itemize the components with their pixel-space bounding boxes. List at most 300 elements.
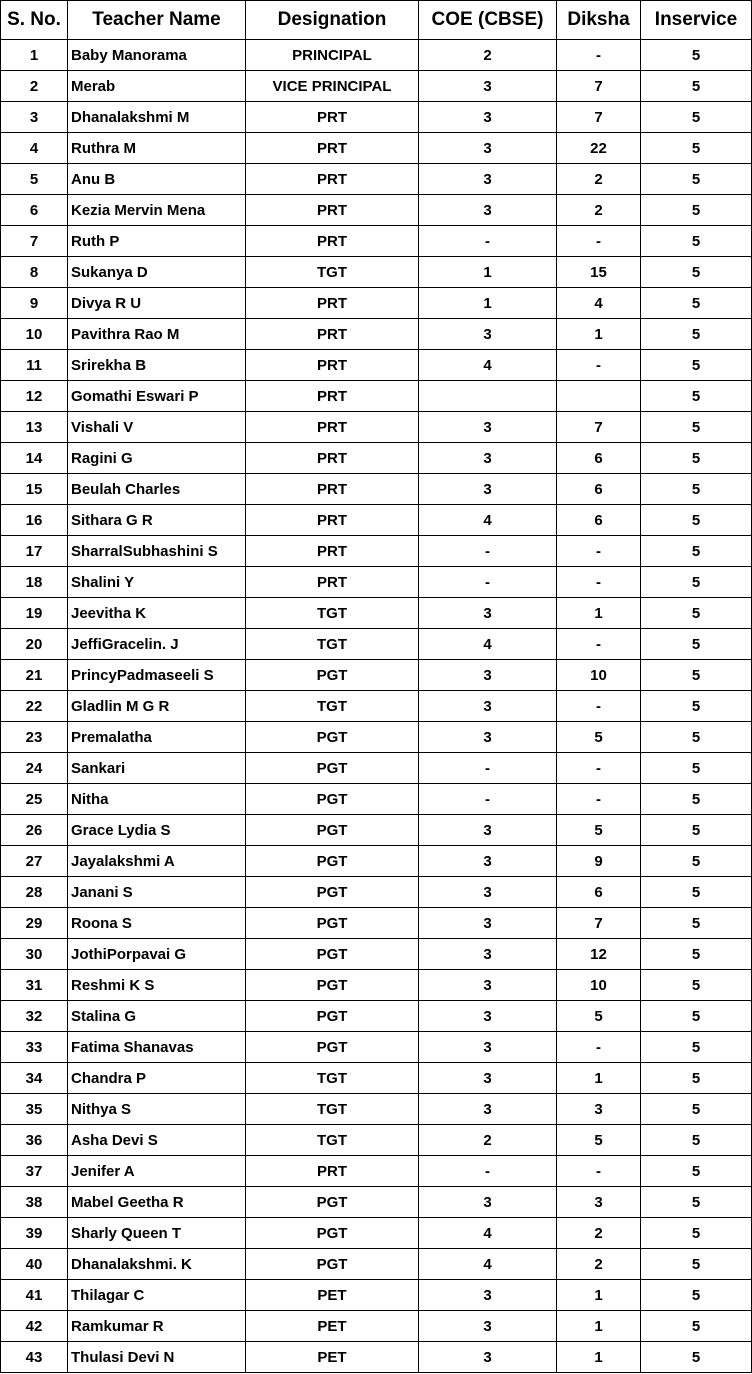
diksha-cell: - <box>557 1032 641 1063</box>
serial-number-cell: 25 <box>1 784 68 815</box>
diksha-cell: 5 <box>557 1125 641 1156</box>
designation-cell: PRT <box>246 567 419 598</box>
diksha-cell: 4 <box>557 288 641 319</box>
serial-number-cell: 8 <box>1 257 68 288</box>
teacher-name-cell: Pavithra Rao M <box>68 319 246 350</box>
designation-cell: PGT <box>246 877 419 908</box>
teacher-name-cell: Janani S <box>68 877 246 908</box>
coe-cbse-cell: - <box>419 784 557 815</box>
inservice-cell: 5 <box>641 1063 752 1094</box>
coe-cbse-cell: 1 <box>419 288 557 319</box>
teacher-name-cell: Gladlin M G R <box>68 691 246 722</box>
table-row <box>1 753 752 784</box>
table-body <box>1 40 752 1373</box>
coe-cbse-cell: 3 <box>419 939 557 970</box>
inservice-cell: 5 <box>641 536 752 567</box>
teacher-name-cell: Shalini Y <box>68 567 246 598</box>
diksha-cell: 15 <box>557 257 641 288</box>
table-row <box>1 40 752 71</box>
teacher-name-cell: Merab <box>68 71 246 102</box>
table-row <box>1 1249 752 1280</box>
diksha-cell: 10 <box>557 970 641 1001</box>
inservice-cell: 5 <box>641 71 752 102</box>
diksha-cell: 7 <box>557 102 641 133</box>
inservice-cell: 5 <box>641 1342 752 1373</box>
inservice-cell: 5 <box>641 567 752 598</box>
inservice-cell: 5 <box>641 381 752 412</box>
teacher-name-cell: PrincyPadmaseeli S <box>68 660 246 691</box>
table-row <box>1 691 752 722</box>
inservice-cell: 5 <box>641 598 752 629</box>
coe-cbse-cell: 3 <box>419 1187 557 1218</box>
teacher-name-cell: Beulah Charles <box>68 474 246 505</box>
diksha-cell: - <box>557 753 641 784</box>
diksha-cell: - <box>557 567 641 598</box>
serial-number-cell: 12 <box>1 381 68 412</box>
diksha-cell: - <box>557 691 641 722</box>
serial-number-cell: 7 <box>1 226 68 257</box>
designation-cell: TGT <box>246 691 419 722</box>
teacher-name-cell: Baby Manorama <box>68 40 246 71</box>
serial-number-cell: 33 <box>1 1032 68 1063</box>
table-row <box>1 1311 752 1342</box>
designation-cell: PET <box>246 1280 419 1311</box>
coe-cbse-cell: 3 <box>419 319 557 350</box>
teacher-name-cell: Thulasi Devi N <box>68 1342 246 1373</box>
table-row <box>1 722 752 753</box>
inservice-cell: 5 <box>641 226 752 257</box>
table-row <box>1 195 752 226</box>
teacher-name-cell: Premalatha <box>68 722 246 753</box>
diksha-cell: 2 <box>557 164 641 195</box>
inservice-cell: 5 <box>641 1125 752 1156</box>
serial-number-cell: 3 <box>1 102 68 133</box>
teacher-name-cell: Ramkumar R <box>68 1311 246 1342</box>
coe-cbse-cell: 3 <box>419 970 557 1001</box>
inservice-cell: 5 <box>641 102 752 133</box>
diksha-cell: - <box>557 226 641 257</box>
serial-number-cell: 23 <box>1 722 68 753</box>
serial-number-cell: 6 <box>1 195 68 226</box>
designation-cell: PET <box>246 1311 419 1342</box>
diksha-cell: - <box>557 350 641 381</box>
inservice-cell: 5 <box>641 40 752 71</box>
header-serial-number: S. No. <box>1 1 68 40</box>
designation-cell: PRT <box>246 505 419 536</box>
diksha-cell: 3 <box>557 1187 641 1218</box>
teacher-name-cell: JothiPorpavai G <box>68 939 246 970</box>
teacher-name-cell: Kezia Mervin Mena <box>68 195 246 226</box>
coe-cbse-cell: 3 <box>419 71 557 102</box>
designation-cell: PRT <box>246 1156 419 1187</box>
table-row <box>1 1280 752 1311</box>
teacher-name-cell: Stalina G <box>68 1001 246 1032</box>
table-row <box>1 846 752 877</box>
serial-number-cell: 9 <box>1 288 68 319</box>
designation-cell: PGT <box>246 1249 419 1280</box>
header-teacher-name: Teacher Name <box>68 1 246 40</box>
serial-number-cell: 37 <box>1 1156 68 1187</box>
diksha-cell: - <box>557 40 641 71</box>
designation-cell: PGT <box>246 1187 419 1218</box>
serial-number-cell: 10 <box>1 319 68 350</box>
serial-number-cell: 13 <box>1 412 68 443</box>
designation-cell: PRT <box>246 443 419 474</box>
designation-cell: TGT <box>246 1063 419 1094</box>
table-row <box>1 1001 752 1032</box>
inservice-cell: 5 <box>641 1156 752 1187</box>
table-row <box>1 1032 752 1063</box>
table-row <box>1 319 752 350</box>
teacher-name-cell: Srirekha B <box>68 350 246 381</box>
serial-number-cell: 14 <box>1 443 68 474</box>
teacher-name-cell: Ruth P <box>68 226 246 257</box>
diksha-cell: - <box>557 784 641 815</box>
diksha-cell: 6 <box>557 474 641 505</box>
diksha-cell: 1 <box>557 1311 641 1342</box>
coe-cbse-cell: 3 <box>419 598 557 629</box>
diksha-cell: 1 <box>557 319 641 350</box>
coe-cbse-cell: 3 <box>419 877 557 908</box>
teacher-name-cell: Ragini G <box>68 443 246 474</box>
coe-cbse-cell: 4 <box>419 629 557 660</box>
serial-number-cell: 11 <box>1 350 68 381</box>
designation-cell: PRT <box>246 474 419 505</box>
designation-cell: PGT <box>246 722 419 753</box>
designation-cell: PRINCIPAL <box>246 40 419 71</box>
serial-number-cell: 32 <box>1 1001 68 1032</box>
table-row <box>1 939 752 970</box>
coe-cbse-cell: 4 <box>419 505 557 536</box>
serial-number-cell: 16 <box>1 505 68 536</box>
diksha-cell: 1 <box>557 1342 641 1373</box>
inservice-cell: 5 <box>641 443 752 474</box>
coe-cbse-cell: 3 <box>419 1280 557 1311</box>
inservice-cell: 5 <box>641 195 752 226</box>
inservice-cell: 5 <box>641 1249 752 1280</box>
coe-cbse-cell: 3 <box>419 691 557 722</box>
teacher-name-cell: Jenifer A <box>68 1156 246 1187</box>
coe-cbse-cell: 2 <box>419 40 557 71</box>
table-row <box>1 133 752 164</box>
designation-cell: TGT <box>246 257 419 288</box>
coe-cbse-cell: 3 <box>419 164 557 195</box>
table-row <box>1 288 752 319</box>
table-row <box>1 505 752 536</box>
serial-number-cell: 19 <box>1 598 68 629</box>
serial-number-cell: 20 <box>1 629 68 660</box>
inservice-cell: 5 <box>641 164 752 195</box>
serial-number-cell: 27 <box>1 846 68 877</box>
coe-cbse-cell: 3 <box>419 722 557 753</box>
header-coe-cbse: COE (CBSE) <box>419 1 557 40</box>
designation-cell: PRT <box>246 288 419 319</box>
table-row <box>1 164 752 195</box>
inservice-cell: 5 <box>641 722 752 753</box>
table-row <box>1 1187 752 1218</box>
teacher-name-cell: Jayalakshmi A <box>68 846 246 877</box>
coe-cbse-cell: 3 <box>419 1032 557 1063</box>
teacher-name-cell: Ruthra M <box>68 133 246 164</box>
designation-cell: PRT <box>246 319 419 350</box>
designation-cell: PRT <box>246 536 419 567</box>
serial-number-cell: 22 <box>1 691 68 722</box>
teacher-name-cell: Chandra P <box>68 1063 246 1094</box>
diksha-cell: - <box>557 1156 641 1187</box>
serial-number-cell: 40 <box>1 1249 68 1280</box>
inservice-cell: 5 <box>641 1280 752 1311</box>
inservice-cell: 5 <box>641 784 752 815</box>
designation-cell: PGT <box>246 1218 419 1249</box>
table-row <box>1 970 752 1001</box>
coe-cbse-cell: 3 <box>419 815 557 846</box>
serial-number-cell: 42 <box>1 1311 68 1342</box>
table-row <box>1 443 752 474</box>
teacher-name-cell: Mabel Geetha R <box>68 1187 246 1218</box>
inservice-cell: 5 <box>641 412 752 443</box>
teacher-name-cell: Grace Lydia S <box>68 815 246 846</box>
diksha-cell: 2 <box>557 1218 641 1249</box>
inservice-cell: 5 <box>641 660 752 691</box>
teacher-name-cell: Gomathi Eswari P <box>68 381 246 412</box>
designation-cell: PGT <box>246 1001 419 1032</box>
coe-cbse-cell: 3 <box>419 443 557 474</box>
inservice-cell: 5 <box>641 1218 752 1249</box>
diksha-cell: 7 <box>557 71 641 102</box>
coe-cbse-cell: - <box>419 567 557 598</box>
serial-number-cell: 36 <box>1 1125 68 1156</box>
inservice-cell: 5 <box>641 350 752 381</box>
coe-cbse-cell: - <box>419 226 557 257</box>
designation-cell: PRT <box>246 350 419 381</box>
designation-cell: PRT <box>246 133 419 164</box>
table-row <box>1 71 752 102</box>
teacher-name-cell: Nithya S <box>68 1094 246 1125</box>
designation-cell: TGT <box>246 1094 419 1125</box>
coe-cbse-cell: 4 <box>419 1218 557 1249</box>
diksha-cell: 7 <box>557 908 641 939</box>
teacher-name-cell: Divya R U <box>68 288 246 319</box>
teacher-name-cell: Vishali V <box>68 412 246 443</box>
table-row <box>1 257 752 288</box>
designation-cell: TGT <box>246 629 419 660</box>
serial-number-cell: 29 <box>1 908 68 939</box>
diksha-cell: 1 <box>557 598 641 629</box>
teacher-name-cell: Roona S <box>68 908 246 939</box>
diksha-cell: - <box>557 536 641 567</box>
designation-cell: PGT <box>246 784 419 815</box>
teacher-name-cell: SharralSubhashini S <box>68 536 246 567</box>
table-row <box>1 1125 752 1156</box>
coe-cbse-cell: - <box>419 1156 557 1187</box>
serial-number-cell: 2 <box>1 71 68 102</box>
inservice-cell: 5 <box>641 1094 752 1125</box>
teacher-name-cell: Sukanya D <box>68 257 246 288</box>
designation-cell: TGT <box>246 1125 419 1156</box>
coe-cbse-cell: - <box>419 753 557 784</box>
diksha-cell: 9 <box>557 846 641 877</box>
inservice-cell: 5 <box>641 288 752 319</box>
inservice-cell: 5 <box>641 629 752 660</box>
inservice-cell: 5 <box>641 815 752 846</box>
header-diksha: Diksha <box>557 1 641 40</box>
coe-cbse-cell <box>419 381 557 412</box>
designation-cell: PGT <box>246 970 419 1001</box>
teacher-name-cell: Thilagar C <box>68 1280 246 1311</box>
designation-cell: PGT <box>246 753 419 784</box>
designation-cell: PGT <box>246 846 419 877</box>
table-row <box>1 1063 752 1094</box>
table-row <box>1 1218 752 1249</box>
diksha-cell: - <box>557 629 641 660</box>
coe-cbse-cell: 3 <box>419 1063 557 1094</box>
designation-cell: PRT <box>246 195 419 226</box>
table-row <box>1 877 752 908</box>
serial-number-cell: 30 <box>1 939 68 970</box>
teacher-name-cell: Fatima Shanavas <box>68 1032 246 1063</box>
teacher-name-cell: Asha Devi S <box>68 1125 246 1156</box>
diksha-cell: 5 <box>557 722 641 753</box>
table-row <box>1 536 752 567</box>
coe-cbse-cell: 3 <box>419 1311 557 1342</box>
designation-cell: PGT <box>246 939 419 970</box>
diksha-cell: 5 <box>557 1001 641 1032</box>
diksha-cell <box>557 381 641 412</box>
coe-cbse-cell: 4 <box>419 350 557 381</box>
designation-cell: PRT <box>246 164 419 195</box>
diksha-cell: 6 <box>557 443 641 474</box>
coe-cbse-cell: 2 <box>419 1125 557 1156</box>
table-row <box>1 815 752 846</box>
header-inservice: Inservice <box>641 1 752 40</box>
inservice-cell: 5 <box>641 970 752 1001</box>
inservice-cell: 5 <box>641 846 752 877</box>
designation-cell: PRT <box>246 226 419 257</box>
designation-cell: TGT <box>246 598 419 629</box>
serial-number-cell: 5 <box>1 164 68 195</box>
teacher-name-cell: Jeevitha K <box>68 598 246 629</box>
table-row <box>1 784 752 815</box>
serial-number-cell: 41 <box>1 1280 68 1311</box>
teacher-name-cell: Dhanalakshmi. K <box>68 1249 246 1280</box>
coe-cbse-cell: 3 <box>419 846 557 877</box>
teacher-name-cell: Sithara G R <box>68 505 246 536</box>
diksha-cell: 22 <box>557 133 641 164</box>
designation-cell: PGT <box>246 815 419 846</box>
coe-cbse-cell: 3 <box>419 660 557 691</box>
serial-number-cell: 35 <box>1 1094 68 1125</box>
coe-cbse-cell: 4 <box>419 1249 557 1280</box>
inservice-cell: 5 <box>641 753 752 784</box>
diksha-cell: 12 <box>557 939 641 970</box>
table-row <box>1 629 752 660</box>
inservice-cell: 5 <box>641 257 752 288</box>
table-row <box>1 412 752 443</box>
serial-number-cell: 21 <box>1 660 68 691</box>
serial-number-cell: 4 <box>1 133 68 164</box>
serial-number-cell: 34 <box>1 1063 68 1094</box>
coe-cbse-cell: 3 <box>419 1001 557 1032</box>
table-row <box>1 1094 752 1125</box>
inservice-cell: 5 <box>641 505 752 536</box>
coe-cbse-cell: 1 <box>419 257 557 288</box>
inservice-cell: 5 <box>641 474 752 505</box>
serial-number-cell: 28 <box>1 877 68 908</box>
teacher-name-cell: JeffiGracelin. J <box>68 629 246 660</box>
coe-cbse-cell: - <box>419 536 557 567</box>
inservice-cell: 5 <box>641 319 752 350</box>
teacher-name-cell: Nitha <box>68 784 246 815</box>
designation-cell: VICE PRINCIPAL <box>246 71 419 102</box>
coe-cbse-cell: 3 <box>419 102 557 133</box>
diksha-cell: 5 <box>557 815 641 846</box>
designation-cell: PGT <box>246 660 419 691</box>
header-designation: Designation <box>246 1 419 40</box>
header-row <box>1 1 752 40</box>
table-row <box>1 598 752 629</box>
serial-number-cell: 17 <box>1 536 68 567</box>
table-row <box>1 1156 752 1187</box>
serial-number-cell: 43 <box>1 1342 68 1373</box>
coe-cbse-cell: 3 <box>419 412 557 443</box>
coe-cbse-cell: 3 <box>419 474 557 505</box>
table-row <box>1 226 752 257</box>
diksha-cell: 2 <box>557 1249 641 1280</box>
coe-cbse-cell: 3 <box>419 1094 557 1125</box>
diksha-cell: 2 <box>557 195 641 226</box>
coe-cbse-cell: 3 <box>419 1342 557 1373</box>
table-row <box>1 102 752 133</box>
teacher-name-cell: Sharly Queen T <box>68 1218 246 1249</box>
designation-cell: PGT <box>246 1032 419 1063</box>
serial-number-cell: 31 <box>1 970 68 1001</box>
diksha-cell: 7 <box>557 412 641 443</box>
diksha-cell: 1 <box>557 1063 641 1094</box>
serial-number-cell: 39 <box>1 1218 68 1249</box>
coe-cbse-cell: 3 <box>419 133 557 164</box>
table-row <box>1 908 752 939</box>
designation-cell: PET <box>246 1342 419 1373</box>
table-header <box>1 1 752 40</box>
diksha-cell: 3 <box>557 1094 641 1125</box>
table-row <box>1 567 752 598</box>
diksha-cell: 10 <box>557 660 641 691</box>
inservice-cell: 5 <box>641 1032 752 1063</box>
designation-cell: PRT <box>246 412 419 443</box>
designation-cell: PRT <box>246 102 419 133</box>
inservice-cell: 5 <box>641 1311 752 1342</box>
teacher-name-cell: Sankari <box>68 753 246 784</box>
table-row <box>1 660 752 691</box>
table-row <box>1 381 752 412</box>
teacher-name-cell: Dhanalakshmi M <box>68 102 246 133</box>
serial-number-cell: 15 <box>1 474 68 505</box>
designation-cell: PRT <box>246 381 419 412</box>
serial-number-cell: 38 <box>1 1187 68 1218</box>
inservice-cell: 5 <box>641 908 752 939</box>
table-row <box>1 474 752 505</box>
teacher-name-cell: Reshmi K S <box>68 970 246 1001</box>
table-row <box>1 1342 752 1373</box>
inservice-cell: 5 <box>641 133 752 164</box>
serial-number-cell: 1 <box>1 40 68 71</box>
inservice-cell: 5 <box>641 1187 752 1218</box>
diksha-cell: 1 <box>557 1280 641 1311</box>
serial-number-cell: 18 <box>1 567 68 598</box>
serial-number-cell: 26 <box>1 815 68 846</box>
inservice-cell: 5 <box>641 939 752 970</box>
inservice-cell: 5 <box>641 691 752 722</box>
